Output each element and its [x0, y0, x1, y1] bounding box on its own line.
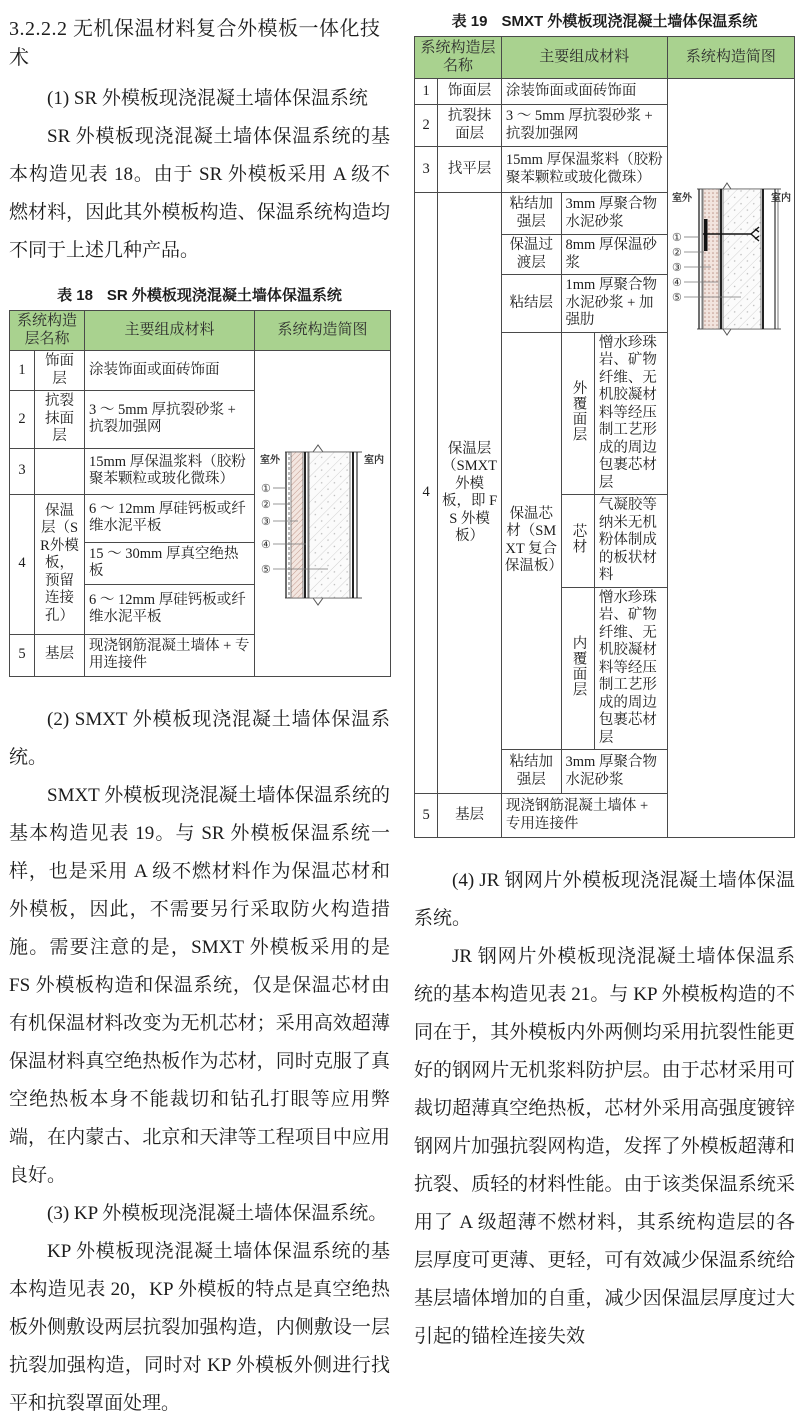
row-number: 4: [415, 193, 438, 794]
table-row: [415, 79, 795, 105]
layer-material: 涂装饰面或面砖饰面: [501, 79, 667, 105]
core-layer-name: [561, 587, 594, 750]
layer-marker: ①: [261, 483, 271, 495]
sublayer-material: 1mm 厚聚合物水泥砂浆 + 加强肋: [561, 275, 667, 333]
outdoor-label: 室外: [260, 455, 281, 466]
layer-material: 3 ～ 5mm 厚抗裂砂浆 + 抗裂加强网: [85, 391, 255, 449]
layer-marker: ②: [261, 499, 271, 511]
paragraph-6: KP 外模板现浇混凝土墙体保温系统的基本构造见表 20，KP 外模板的特点是真空绝热板外侧敷设两层抗裂加强构造，内侧敷设一层抗裂加强构造，同时对 KP 外模板外侧进行找平和抗裂罩面处理。: [9, 1240, 390, 1414]
table18-label: 表 18: [57, 287, 93, 304]
layer-marker: ⑤: [671, 292, 682, 304]
layer-name: 饰面层: [35, 351, 85, 391]
table19-title: [414, 10, 795, 31]
core-layer-name-text: 内覆面层: [570, 634, 587, 697]
row-number: 5: [10, 634, 35, 676]
layer-material: 3 ～ 5mm 厚抗裂砂浆 + 抗裂加强网: [501, 105, 667, 147]
layer-material: 15mm 厚保温浆料（胶粉聚苯颗粒或玻化微珠）: [85, 448, 255, 494]
row-number: 1: [10, 351, 35, 391]
layer-material: 15 ～ 30mm 厚真空绝热板: [85, 542, 255, 584]
row-number: 2: [415, 105, 438, 147]
table19-name: SMXT 外模板现浇混凝土墙体保温系统: [501, 13, 758, 30]
paragraph-8: JR 钢网片外模板现浇混凝土墙体保温系统的基本构造见表 21。与 KP 外模板构造的不同在于，其外模板内外两侧均采用抗裂性能更好的钢网片无机浆料防护层。由于芯材采用可裁切超薄真空绝热板，芯材外采用高强度镀锌钢网片加强抗裂网构造，发挥了外模板超薄和抗裂、质轻的材料性能。由于该类保温系统采用了 A 级超薄不燃材料，其系统构造层的各层厚度可更薄、更轻，可有效减少保温系统给基层墙体增加的自重，减少因保温层厚度过大引起的锚栓连接失效: [414, 946, 795, 1347]
layer-marker: ④: [671, 277, 682, 289]
layer-marker: ④: [261, 539, 271, 551]
table19-header-diagram: 系统构造简图: [667, 37, 794, 79]
sublayer-material: 3mm 厚聚合物水泥砂浆: [561, 193, 667, 235]
section-heading: 3.2.2.2 无机保温材料复合外模板一体化技术: [9, 18, 381, 69]
row-number: 3: [10, 448, 35, 494]
paragraph-3: (2) SMXT 外模板现浇混凝土墙体保温系统。: [9, 708, 390, 768]
layer-name: 找平层: [438, 147, 502, 193]
layer-marker: ①: [671, 232, 682, 244]
core-layer-name: [561, 495, 594, 588]
indoor-label: 室内: [770, 193, 791, 204]
paragraph-4: SMXT 外模板现浇混凝土墙体保温系统的基本构造见表 19。与 SR 外模板保温系统一样，也是采用 A 级不燃材料作为保温芯材和外模板，因此，不需要另行采取防火构造措施。需要注意的是，SMXT 外模板采用的是 FS 外模板构造和保温系统，仅是保温芯材由有机保温材料改变为无机芯材；采用高效超薄保温材料真空绝热板作为芯材，同时克服了真空绝热板本身不能裁切和钻孔打眼等应用弊端，在内蒙古、北京和天津等工程项目中应用良好。: [9, 784, 390, 1186]
paragraph-1: (1) SR 外模板现浇混凝土墙体保温系统: [47, 88, 368, 109]
core-layer-material: 憎水珍珠岩、矿物纤维、无机胶凝材料等经压制工艺形成的周边包裹芯材层: [594, 587, 667, 750]
table18-diagram-cell: [255, 351, 391, 677]
layer-name: [35, 448, 85, 494]
core-layer-name-text: 芯材: [570, 522, 587, 554]
paragraph-7: (4) JR 钢网片外模板现浇混凝土墙体保温系统。: [414, 870, 795, 929]
layer-name: 抗裂抹面层: [35, 391, 85, 449]
layer-name: 抗裂抹面层: [438, 105, 502, 147]
sublayer-name: 粘结加强层: [501, 750, 561, 794]
table18-header-diagram: 系统构造简图: [255, 311, 391, 351]
row-number: 2: [10, 391, 35, 449]
row-number: 4: [10, 494, 35, 634]
sublayer-name: 保温过渡层: [501, 235, 561, 275]
row-number: 5: [415, 794, 438, 838]
table18-title: [9, 284, 390, 305]
sublayer-material: 8mm 厚保温砂浆: [561, 235, 667, 275]
table18-header-layer: 系统构造层名称: [10, 311, 85, 351]
layer-marker: ⑤: [261, 564, 271, 576]
core-layer-material: 气凝胶等纳米无机粉体制成的板状材料: [594, 495, 667, 588]
layer-name: 基层: [438, 794, 502, 838]
indoor-label: 室内: [364, 455, 385, 466]
core-layer-name: [561, 332, 594, 495]
table19-header-material: 主要组成材料: [501, 37, 667, 79]
layer-name: 基层: [35, 634, 85, 676]
layer-material: 15mm 厚保温浆料（胶粉聚苯颗粒或玻化微珠）: [501, 147, 667, 193]
sublayer-material: 3mm 厚聚合物水泥砂浆: [561, 750, 667, 794]
table18: [9, 310, 391, 677]
layer-material: 6 ～ 12mm 厚硅钙板或纤维水泥平板: [85, 494, 255, 542]
wall-section-diagram: [258, 439, 388, 611]
layer-name: 饰面层: [438, 79, 502, 105]
row-number: 3: [415, 147, 438, 193]
table-row: [10, 351, 391, 391]
layer-marker: ②: [671, 247, 682, 259]
layer-material: 现浇钢筋混凝土墙体 + 专用连接件: [85, 634, 255, 676]
layer-marker: ③: [261, 516, 271, 528]
paragraph-2: SR 外模板现浇混凝土墙体保温系统的基本构造见表 18。由于 SR 外模板采用 A 级不燃材料，因此其外模板构造、保温系统构造均不同于上述几种产品。: [9, 126, 390, 261]
layer-material: 涂装饰面或面砖饰面: [85, 351, 255, 391]
left-column: [9, 8, 390, 1423]
outdoor-label: 室外: [671, 193, 692, 204]
row-number: 1: [415, 79, 438, 105]
layer-name: 保温层（SMXT 外模板，即 FS 外模板）: [438, 193, 502, 794]
layer-marker: ③: [671, 262, 682, 274]
layer-material: 现浇钢筋混凝土墙体 + 专用连接件: [501, 794, 667, 838]
layer-name: 保温层（SR外模板，预留连接孔）: [35, 494, 85, 634]
sublayer-name: 粘结层: [501, 275, 561, 333]
table19-header-layer: 系统构造层名称: [415, 37, 502, 79]
paragraph-5: (3) KP 外模板现浇混凝土墙体保温系统。: [47, 1202, 388, 1224]
core-name: 保温芯材（SMXT 复合保温板）: [501, 332, 561, 750]
layer-material: 6 ～ 12mm 厚硅钙板或纤维水泥平板: [85, 584, 255, 634]
table18-name: SR 外模板现浇混凝土墙体保温系统: [106, 287, 342, 304]
table18-header-material: 主要组成材料: [85, 311, 255, 351]
table19: [414, 36, 795, 838]
core-layer-material: 憎水珍珠岩、矿物纤维、无机胶凝材料等经压制工艺形成的周边包裹芯材层: [594, 332, 667, 495]
table19-label: 表 19: [451, 13, 488, 30]
wall-section-diagram: [671, 179, 793, 341]
right-column: [414, 8, 795, 1423]
sublayer-name: 粘结加强层: [501, 193, 561, 235]
table19-diagram-cell: [667, 79, 794, 838]
core-layer-name-text: 外覆面层: [570, 379, 587, 442]
